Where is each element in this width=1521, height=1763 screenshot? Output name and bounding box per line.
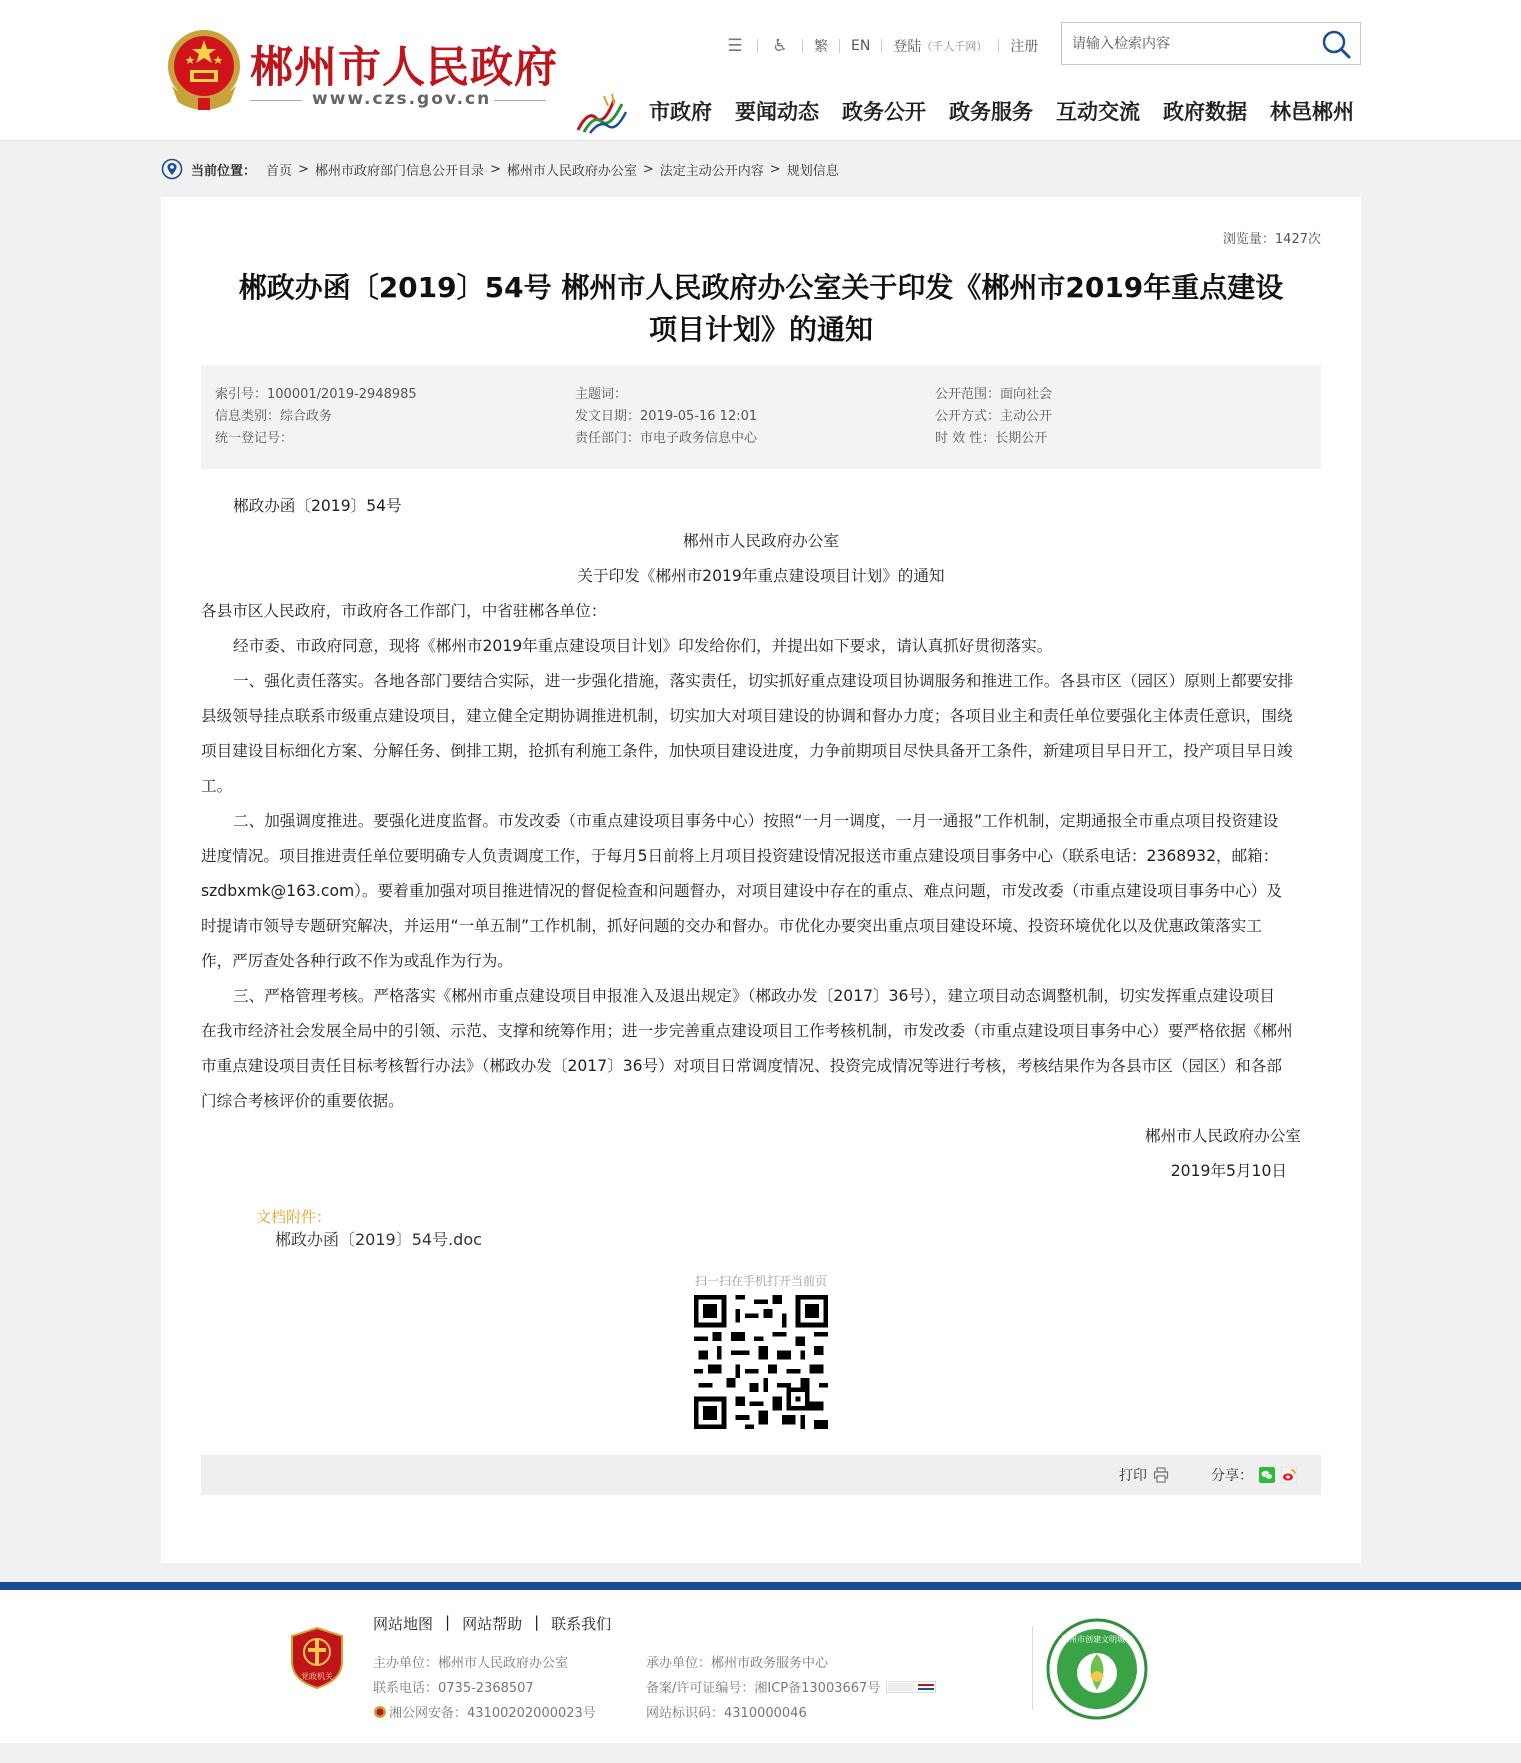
- divider: |: [534, 1613, 540, 1631]
- meta-date: 发文日期：2019-05-16 12:01: [575, 409, 758, 424]
- qr-caption: 扫一扫在手机打开当前页: [694, 1274, 827, 1288]
- doc-number: 郴政办函〔2019〕54号: [233, 497, 402, 515]
- party-government-badge-icon[interactable]: [290, 1626, 344, 1690]
- register-link[interactable]: 注册: [1010, 39, 1039, 55]
- print-label: 打印: [1119, 1468, 1147, 1484]
- footer-police-text: 湘公网安备：43100202000023号: [389, 1706, 596, 1721]
- article-card: [161, 197, 1361, 1563]
- footer-site-code: 网站标识码：4310000046: [646, 1706, 807, 1721]
- body-paragraph: 市重点建设项目责任目标考核暂行办法》（郴政办发〔2017〕36号）对项目日常调度情况、投资完成情况等进行考核，考核结果作为各县市区（园区）和各部: [201, 1057, 1282, 1075]
- print-button[interactable]: [1119, 1465, 1169, 1485]
- divider: |: [445, 1613, 451, 1631]
- nav-item-government-affairs[interactable]: 政务公开: [842, 100, 926, 124]
- share-bar: [201, 1455, 1321, 1495]
- weibo-icon[interactable]: [1281, 1467, 1297, 1483]
- attachment-link[interactable]: 郴政办函〔2019〕54号.doc: [275, 1230, 482, 1249]
- breadcrumb-separator: >: [642, 161, 654, 177]
- body-paragraph: 时提请市领导专题研究解决，并运用“一单五制”工作机制，抓好问题的交办和督办。市优化办要突出重点项目建设环境、投资环境优化以及优惠政策落实工: [201, 917, 1262, 935]
- divider: [250, 100, 302, 101]
- body-paragraph: 工。: [201, 777, 233, 795]
- view-count: 浏览量：1427次: [1222, 232, 1321, 247]
- nav-item-city-government[interactable]: 市政府: [649, 100, 712, 124]
- nav-logo-icon: [574, 92, 628, 134]
- cn-domain-badge-icon: [886, 1681, 936, 1693]
- civil-badge-text: 郴州市创建文明城市: [1061, 1635, 1133, 1644]
- civilized-city-badge-icon[interactable]: [1046, 1618, 1148, 1720]
- breadcrumb-office[interactable]: 郴州市人民政府办公室: [506, 163, 637, 179]
- doc-issuer: 郴州市人民政府办公室: [683, 532, 839, 550]
- footer-phone: 联系电话：0735-2368507: [373, 1681, 534, 1696]
- top-links: [724, 34, 1038, 58]
- share-label: 分享：: [1211, 1468, 1253, 1484]
- breadcrumb-home[interactable]: 首页: [266, 163, 293, 179]
- nav-item-linyi-chenzhou[interactable]: 林邑郴州: [1270, 100, 1354, 124]
- divider: [839, 39, 840, 53]
- meta-reg-no: 统一登记号：: [215, 431, 294, 446]
- site-url: www.czs.gov.cn: [312, 89, 492, 109]
- breadcrumb-separator: >: [769, 161, 781, 177]
- footer-sponsor: 主办单位：郴州市人民政府办公室: [373, 1656, 569, 1671]
- body-paragraph: 县级领导挂点联系市级重点建设项目，建立健全定期协调推进机制，切实加大对项目建设的协调和督办力度；各项目业主和责任单位要强化主体责任意识，围绕: [201, 707, 1293, 725]
- body-paragraph: 二、加强调度推进。要强化进度监督。市发改委（市重点建设项目事务中心）按照“一月一调度，一月一通报”工作机制，定期通报全市重点项目投资建设: [233, 812, 1279, 830]
- body-paragraph: 经市委、市政府同意，现将《郴州市2019年重点建设项目计划》印发给你们，并提出如下要求，请认真抓好贯彻落实。: [233, 637, 1053, 655]
- footer-top-bar: [0, 1582, 1521, 1590]
- body-paragraph: 三、严格管理考核。严格落实《郴州市重点建设项目申报准入及退出规定》（郴政办发〔2017〕36号），建立项目动态调整机制，切实发挥重点建设项目: [233, 987, 1275, 1005]
- breadcrumb-label: 当前位置：: [191, 163, 257, 179]
- signature-date: 2019年5月10日: [1170, 1162, 1287, 1180]
- meta-scope: 公开范围：面向社会: [935, 387, 1053, 402]
- breadcrumb-separator: >: [298, 161, 309, 177]
- body-paragraph: 一、强化责任落实。各地各部门要结合实际，进一步强化措施，落实责任，切实抓好重点建设项目协调服务和推进工作。各县市区（园区）原则上都要安排: [233, 672, 1294, 690]
- breadcrumb-planning[interactable]: 规划信息: [786, 163, 839, 179]
- body-paragraph: szdbxmk@163.com）。要着重加强对项目推进情况的督促检查和问题督办，对项目建设中存在的重点、难点问题，市发改委（市重点建设项目事务中心）及: [201, 882, 1282, 900]
- body-paragraph: 门综合考核评价的重要依据。: [201, 1092, 404, 1110]
- body-paragraph: 作，严厉查处各种行政不作为或乱作为行为。: [201, 952, 513, 970]
- national-emblem-icon[interactable]: [164, 26, 244, 112]
- footer-links: [373, 1613, 611, 1634]
- signature-org: 郴州市人民政府办公室: [1145, 1127, 1301, 1145]
- divider: [998, 39, 999, 53]
- meta-method: 公开方式：主动公开: [935, 409, 1053, 424]
- doc-subtitle: 关于印发《郴州市2019年重点建设项目计划》的通知: [577, 567, 945, 585]
- meta-index-no: 索引号：100001/2019-2948985: [215, 387, 417, 402]
- footer-icp-text: 备案/许可证编号：湘ICP备13003667号: [646, 1681, 881, 1696]
- wechat-icon[interactable]: [1259, 1467, 1275, 1483]
- site-header: [0, 0, 1521, 141]
- meta-dept: 责任部门：市电子政务信息中心: [575, 431, 758, 446]
- police-badge-icon: [373, 1705, 387, 1719]
- login-note: （千人千网）: [921, 40, 988, 53]
- divider: [494, 100, 546, 101]
- attachment-label: 文档附件：: [256, 1208, 332, 1226]
- location-pin-icon: [161, 158, 183, 180]
- search-box: [1061, 22, 1361, 65]
- english-link[interactable]: EN: [851, 38, 871, 54]
- breadcrumb-statutory[interactable]: 法定主动公开内容: [659, 163, 764, 179]
- body-paragraph: 项目建设目标细化方案、分解任务、倒排工期，抢抓有利施工条件，加快项目建设进度，力争前期项目尽快具备开工条件，新建项目早日开工，投产项目早日竣: [201, 742, 1293, 760]
- share-group: [1211, 1465, 1297, 1485]
- bottom-strip: [0, 1743, 1521, 1763]
- metadata-panel: [201, 365, 1321, 469]
- footer-icp[interactable]: [646, 1677, 936, 1696]
- main-nav: [649, 96, 1354, 126]
- divider: [802, 39, 803, 53]
- footer-link-sitemap[interactable]: 网站地图: [373, 1615, 434, 1633]
- accessibility-icon[interactable]: ♿: [772, 36, 788, 56]
- article-title-line: 项目计划》的通知: [648, 313, 873, 346]
- divider: [881, 39, 882, 53]
- barrier-free-icon[interactable]: ☰: [727, 36, 743, 56]
- meta-validity: 时 效 性：长期公开: [935, 431, 1048, 446]
- doc-addressee: 各县市区人民政府，市政府各工作部门，中省驻郴各单位：: [201, 602, 607, 620]
- nav-item-government-data[interactable]: 政府数据: [1163, 100, 1247, 124]
- meta-category: 信息类别：综合政务: [215, 409, 333, 424]
- footer-link-help[interactable]: 网站帮助: [462, 1615, 523, 1633]
- article-title: [201, 267, 1321, 351]
- search-input[interactable]: [1072, 32, 1312, 56]
- search-icon[interactable]: [1320, 29, 1352, 59]
- meta-subject: 主题词：: [575, 387, 628, 402]
- nav-item-news[interactable]: 要闻动态: [735, 100, 819, 124]
- qr-code-icon: [694, 1295, 828, 1429]
- breadcrumb-separator: >: [489, 161, 501, 177]
- divider: [1032, 1626, 1033, 1710]
- party-badge-text: 党政机关: [301, 1672, 333, 1681]
- site-url-row: [250, 88, 546, 112]
- printer-icon: [1153, 1467, 1169, 1483]
- footer-link-contact[interactable]: 联系我们: [551, 1615, 612, 1633]
- body-paragraph: 进度情况。项目推进责任单位要明确专人负责调度工作，于每月5日前将上月项目投资建设情况报送市重点建设项目事务中心（联系电话：2368932，邮箱：: [201, 847, 1279, 865]
- traditional-chinese-link[interactable]: 繁: [814, 39, 828, 55]
- site-title[interactable]: 郴州市人民政府: [250, 43, 558, 93]
- footer-undertaker: 承办单位：郴州市政务服务中心: [646, 1656, 829, 1671]
- login-link[interactable]: 登陆: [893, 39, 922, 55]
- footer-police-record[interactable]: [373, 1702, 596, 1721]
- nav-item-interaction[interactable]: 互动交流: [1056, 100, 1140, 124]
- breadcrumb-catalog[interactable]: 郴州市政府部门信息公开目录: [314, 163, 484, 179]
- nav-item-services[interactable]: 政务服务: [949, 100, 1033, 124]
- body-paragraph: 在我市经济社会发展全局中的引领、示范、支撑和统筹作用；进一步完善重点建设项目工作考核机制，市发改委（市重点建设项目事务中心）要严格依据《郴州: [201, 1022, 1293, 1040]
- site-footer: [0, 1590, 1521, 1743]
- divider: [757, 39, 758, 53]
- breadcrumb: [161, 158, 839, 180]
- article-title-line: 郴政办函〔2019〕54号 郴州市人民政府办公室关于印发《郴州市2019年重点建设: [238, 271, 1284, 304]
